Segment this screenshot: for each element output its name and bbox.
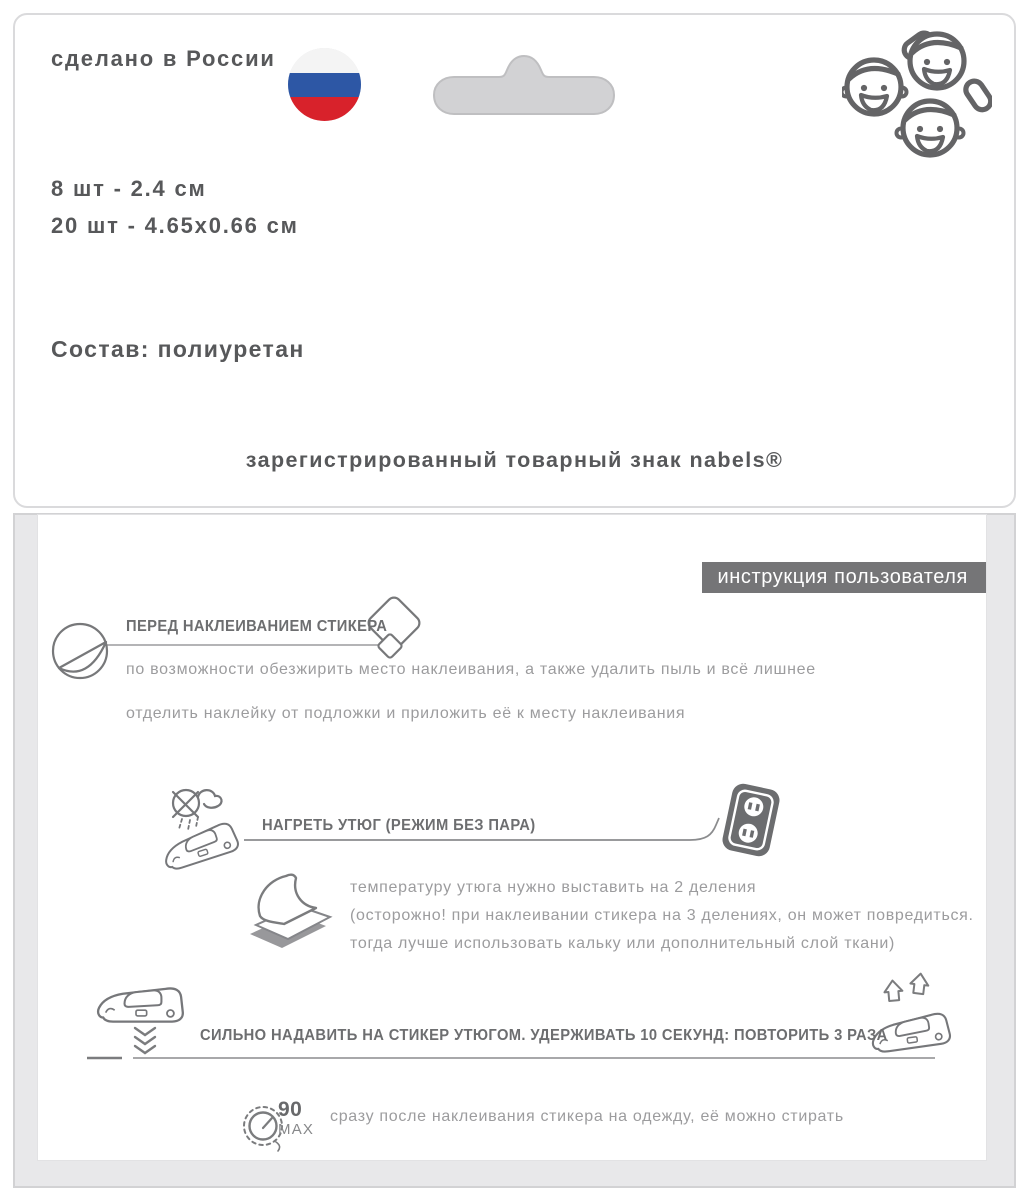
trademark-text: зарегистрированный товарный знак nabels® [245,448,784,472]
product-info-card [13,13,1016,508]
step4-line1: сразу после наклеивания стикера на одежду, её можно стирать [330,1108,844,1125]
step2-line1: температуру утюга нужно выставить на 2 деления [350,879,757,896]
step3-title: СИЛЬНО НАДАВИТЬ НА СТИКЕР УТЮГОМ. УДЕРЖИВАТЬ 10 СЕКУНД: ПОВТОРИТЬ 3 РАЗА [200,1027,888,1044]
hang-tab-cutout [427,52,621,118]
step2-line2: (осторожно! при наклеивании стикера на 3 делениях, он может повредиться. [350,907,974,924]
step1-line1: по возможности обезжирить место наклеивания, а также удалить пыль и всё лишнее [126,661,816,678]
fabric-layers-icon [250,875,330,948]
face [847,60,901,114]
face [910,34,964,88]
composition-text: Состав: полиуретан [51,336,305,362]
iron-icon [160,821,240,872]
step2-line3: тогда лучше использовать кальку или дополнительный слой ткани) [350,935,896,952]
power-socket-icon [720,782,781,858]
pigtail-right [963,78,992,113]
size-line-2: 20 шт - 4.65x0.66 см [51,213,299,238]
instructions-panel [13,513,1016,1188]
instructions-artwork [38,515,986,1160]
step1-title: ПЕРЕД НАКЛЕИВАНИЕМ СТИКЕРА [126,618,388,635]
russia-flag-icon [288,48,361,121]
sticker-peel-icon [53,624,107,678]
face [903,101,957,155]
instructions-badge: инструкция пользователя [702,562,987,593]
flag-stripe-red [288,97,361,121]
step2-title: НАГРЕТЬ УТЮГ (РЕЖИМ БЕЗ ПАРА) [262,817,536,834]
wash-temp-gauge-icon [244,1107,282,1151]
size-line-1: 8 шт - 2.4 см [51,176,207,201]
step1-line2: отделить наклейку от подложки и приложить её к месту наклеивания [126,705,686,722]
made-in-text: сделано в России [51,46,276,71]
iron-press-down-icon [98,988,183,1021]
press-arrows-down [135,1028,155,1053]
flag-stripe-white [288,48,361,73]
kids-faces-icon [842,26,992,178]
no-steam-icon [173,790,222,830]
flag-stripe-blue [288,73,361,97]
instructions-card [38,515,986,1160]
wash-temp-value: 90 [278,1098,303,1121]
size-info [51,170,299,244]
lift-arrows-up [883,973,929,1002]
wash-temp-max-label: MAX [278,1121,315,1138]
